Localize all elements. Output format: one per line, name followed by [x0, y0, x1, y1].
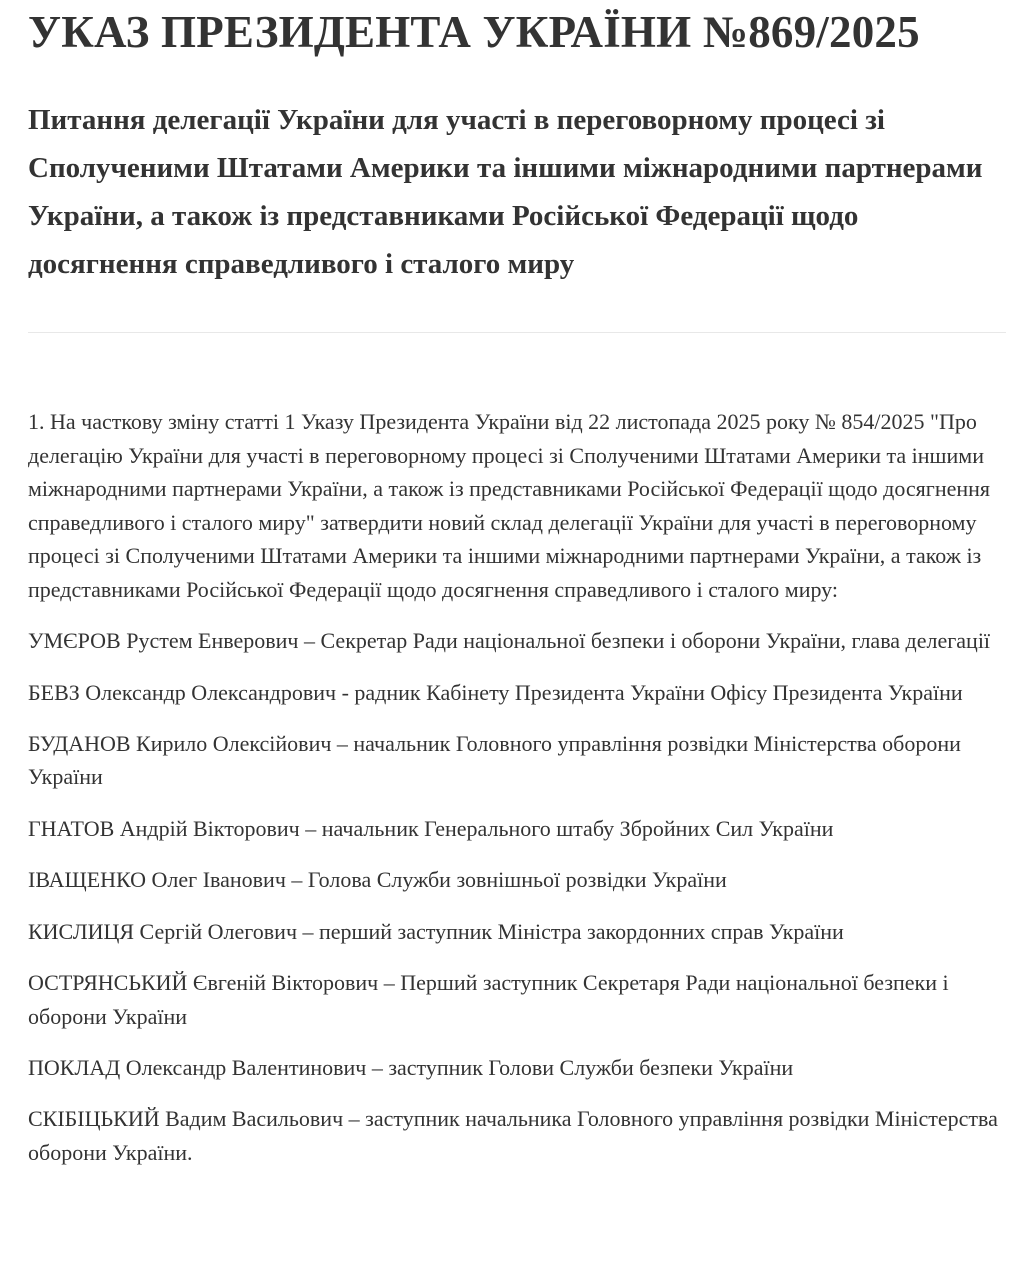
delegate-item: ОСТРЯНСЬКИЙ Євгеній Вікторович – Перший заступник Секретаря Ради національної безпеки і оборони України: [28, 970, 949, 1029]
delegate-item: СКІБІЦЬКИЙ Вадим Васильович – заступник начальника Головного управління розвідки Міністерства оборони України.: [28, 1106, 998, 1165]
divider: [28, 332, 1006, 333]
delegate-item: ПОКЛАД Олександр Валентинович – заступник Голови Служби безпеки України: [28, 1055, 794, 1081]
decree-body: [28, 405, 1006, 1169]
delegate-item: БЕВЗ Олександр Олександрович - радник Кабінету Президента України Офісу Президента України: [28, 679, 963, 705]
decree-intro-paragraph: 1. На часткову зміну статті 1 Указу Президента України від 22 листопада 2025 року № 854/2025 "Про делегацію України для участі в переговорному процесі зі Сполученими Штатами Америки та іншими міжнародними партнерами України, а також із представниками Російської Федерації щодо досягнення справедливого і сталого миру" затвердити новий склад делегації України для участі в переговорному процесі зі Сполученими Штатами Америки та іншими міжнародними партнерами України, а також із представниками Російської Федерації щодо досягнення справедливого і сталого миру:: [28, 409, 991, 602]
delegates-list: [28, 624, 1006, 1169]
delegate-item: ГНАТОВ Андрій Вікторович – начальник Генерального штабу Збройних Сил України: [28, 815, 834, 841]
delegate-item: ІВАЩЕНКО Олег Іванович – Голова Служби зовнішньої розвідки України: [28, 867, 727, 893]
page-title: УКАЗ ПРЕЗИДЕНТА УКРАЇНИ №869/2025: [28, 7, 920, 57]
delegate-item: УМЄРОВ Рустем Енверович – Секретар Ради національної безпеки і оборони України, глава делегації: [28, 628, 991, 654]
delegate-item: КИСЛИЦЯ Сергій Олегович – перший заступник Міністра закордонних справ України: [28, 918, 844, 944]
decree-subtitle: Питання делегації України для участі в переговорному процесі зі Сполученими Штатами Америки та іншими міжнародними партнерами України, а також із представниками Російської Федерації щодо досягнення справедливого і сталого миру: [28, 104, 983, 280]
delegate-item: БУДАНОВ Кирило Олексійович – начальник Головного управління розвідки Міністерства оборони України: [28, 730, 961, 790]
